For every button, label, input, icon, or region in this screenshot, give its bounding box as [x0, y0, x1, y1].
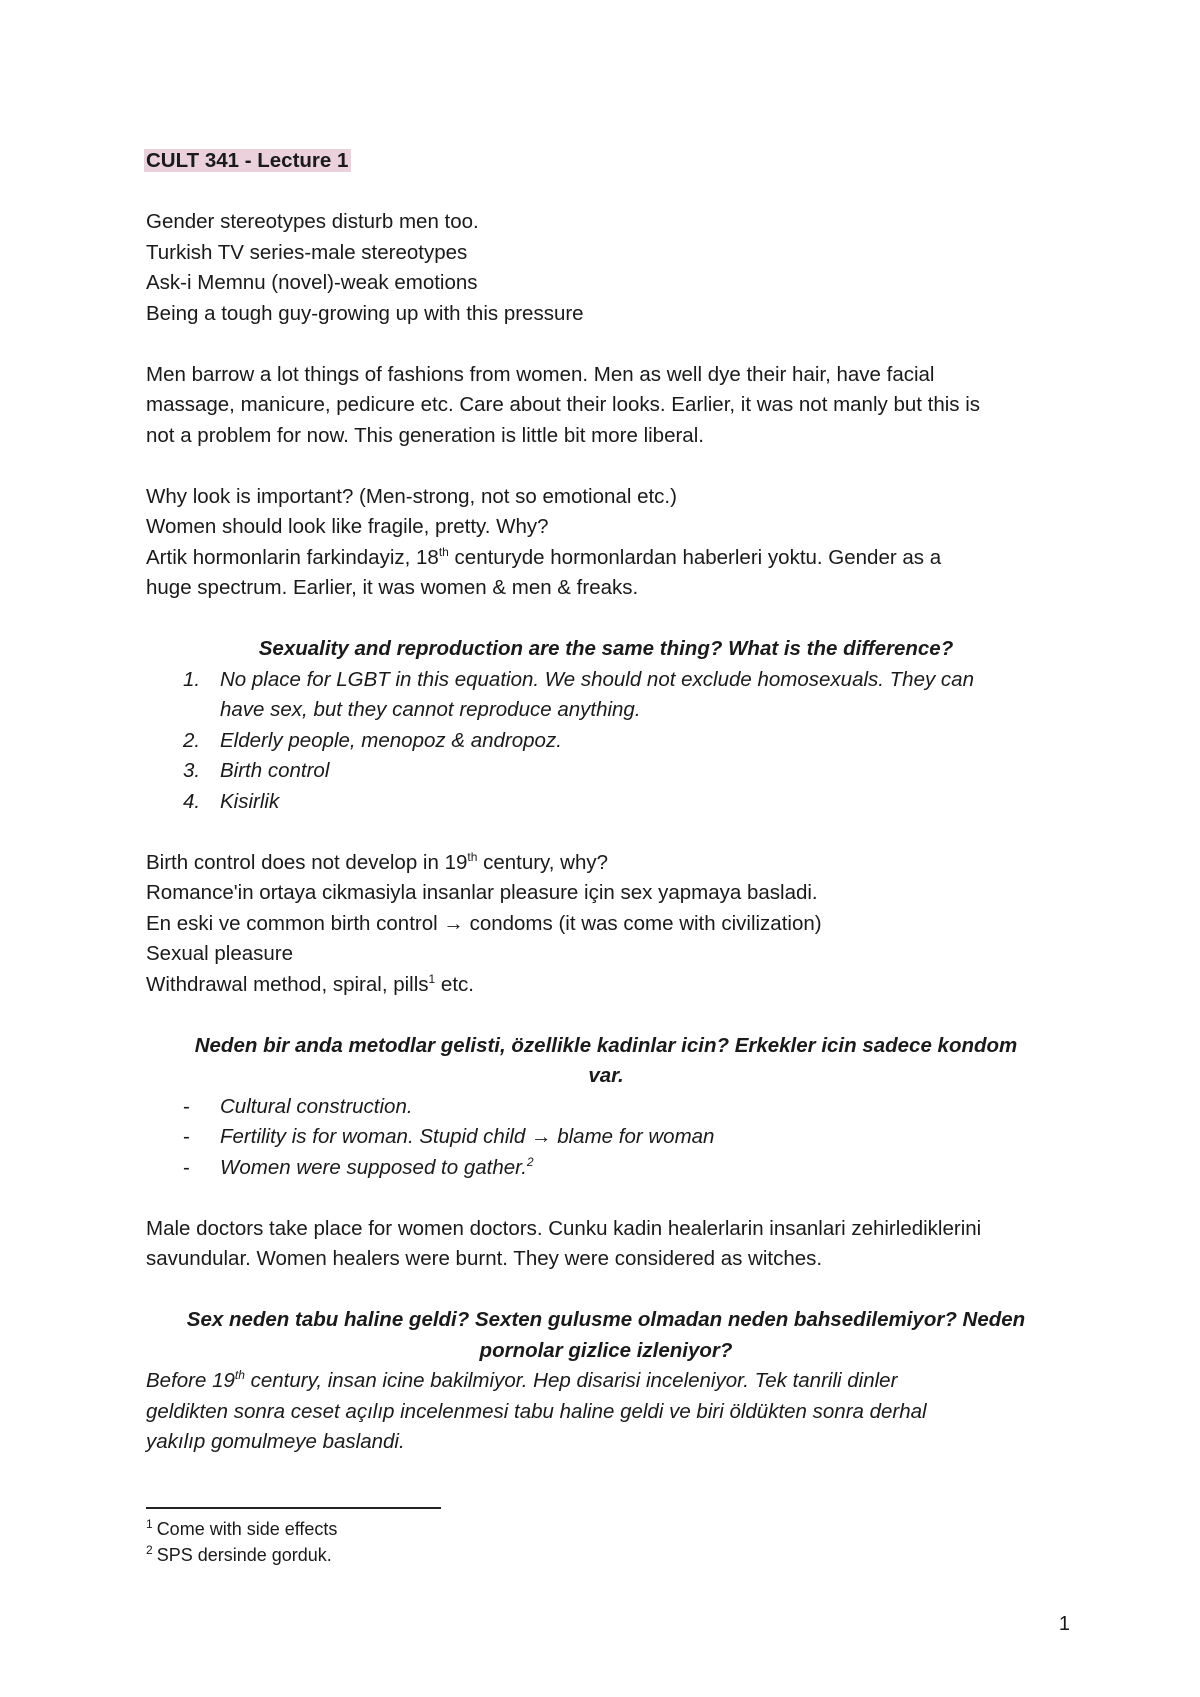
intro-line: Turkish TV series-male stereotypes: [146, 240, 468, 264]
closing-paragraph-line: geldikten sonra ceset açılıp incelenmesi tabu haline geldi ve biri öldükten sonra derhal: [146, 1399, 927, 1423]
section-heading-sexuality: Sexuality and reproduction are the same thing? What is the difference?: [258, 637, 954, 660]
fashion-paragraph-line: not a problem for now. This generation is little bit more liberal.: [146, 423, 704, 447]
section-heading-taboo: Sex neden tabu haline geldi? Sexten gulusme olmadan neden bahsedilemiyor? Neden: [186, 1308, 1026, 1331]
dash-list: [146, 1092, 1066, 1184]
list-item-continuation: have sex, but they cannot reproduce anything.: [220, 698, 641, 721]
closing-paragraph-line: Before 19th century, insan icine bakilmiyor. Hep disarisi inceleniyor. Tek tanrili dinler: [146, 1368, 898, 1392]
lecture-title: CULT 341 - Lecture 1: [146, 146, 1066, 177]
look-line: huge spectrum. Earlier, it was women & men & freaks.: [146, 576, 639, 599]
list-item: 3. Birth control: [183, 759, 330, 782]
doctors-paragraph-line: savundular. Women healers were burnt. They were considered as witches.: [146, 1247, 823, 1270]
intro-line: Gender stereotypes disturb men too.: [146, 210, 479, 233]
look-line: Artik hormonlarin farkindayiz, 18th centuryde hormonlardan haberleri yoktu. Gender as a: [146, 544, 942, 569]
footnotes: [146, 1516, 746, 1568]
intro-line: Being a tough guy-growing up with this pressure: [146, 301, 584, 325]
section-heading-taboo-continued: pornolar gizlice izleniyor?: [479, 1338, 733, 1362]
list-item: - Women were supposed to gather.$^2$: [183, 1154, 534, 1179]
numbered-list: [146, 665, 1066, 818]
list-item: - Cultural construction.: [183, 1094, 413, 1118]
list-item: 4. Kisirlik: [183, 789, 280, 813]
document-body: [146, 146, 1066, 1458]
fashion-paragraph-line: Men barrow a lot things of fashions from women. Men as well dye their hair, have facial: [146, 362, 935, 386]
footnote: $^2$ SPS dersinde gorduk.: [146, 1543, 332, 1565]
birth-control-line: Birth control does not develop in 19th century, why?: [146, 849, 609, 874]
list-item: - Fertility is for woman. Stupid child → blame for woman: [183, 1125, 715, 1148]
closing-paragraph-line: yakılıp gomulmeye baslandi.: [146, 1430, 405, 1453]
birth-control-line: Withdrawal method, spiral, pills$^1$ etc.: [146, 971, 474, 996]
intro-line: Ask-i Memnu (novel)-weak emotions: [146, 271, 478, 294]
doctors-paragraph-line: Male doctors take place for women doctors. Cunku kadin healerlarin insanlari zehirlediklerini: [146, 1216, 982, 1240]
list-item: 1. No place for LGBT in this equation. We should not exclude homosexuals. They can: [183, 667, 974, 691]
footnote-separator: [146, 1507, 441, 1509]
birth-control-line: Sexual pleasure: [146, 942, 294, 965]
footnote: $^1$ Come with side effects: [146, 1517, 338, 1539]
fashion-paragraph-line: massage, manicure, pedicure etc. Care about their looks. Earlier, it was not manly but this is: [146, 393, 981, 416]
list-item: 2. Elderly people, menopoz & andropoz.: [183, 728, 562, 752]
look-line: Women should look like fragile, pretty. Why?: [146, 515, 549, 538]
look-line: Why look is important? (Men-strong, not so emotional etc.): [146, 484, 677, 508]
section-heading-methods: Neden bir anda metodlar gelisti, özellikle kadinlar icin? Erkekler icin sadece kondom: [194, 1033, 1018, 1057]
section-heading-methods-continued: var.: [588, 1064, 624, 1087]
birth-control-line: En eski ve common birth control → condoms (it was come with civilization): [146, 911, 822, 935]
page-number: 1: [1058, 1613, 1070, 1635]
birth-control-line: Romance'in ortaya cikmasiyla insanlar pleasure için sex yapmaya basladi.: [146, 881, 818, 904]
